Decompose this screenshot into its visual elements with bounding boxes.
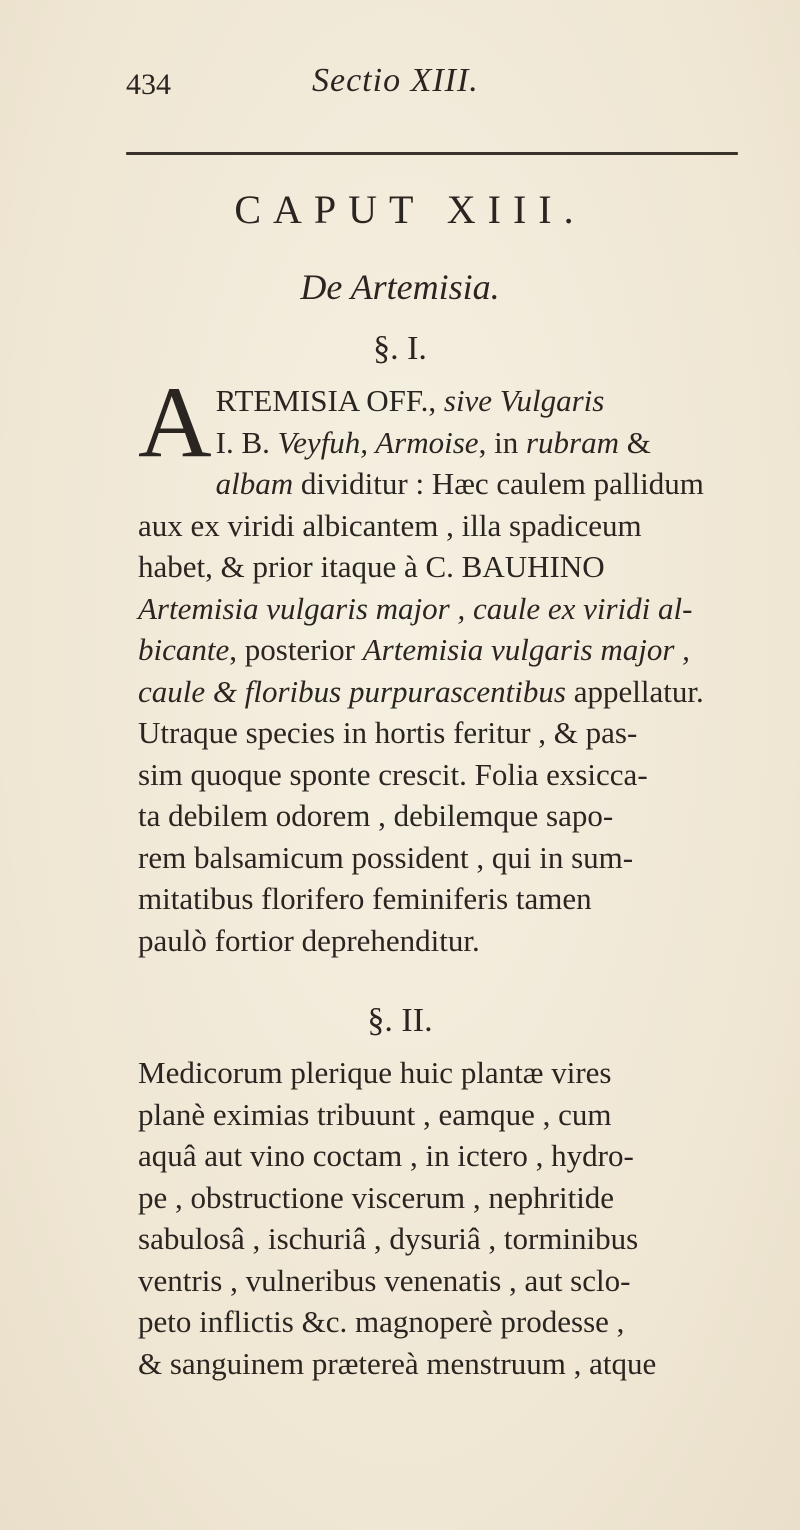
text-line: ventris , vulneribus venenatis , aut sclo- bbox=[138, 1262, 631, 1298]
text-line: Artemisia vulgaris major , caule ex viridi al- bbox=[138, 590, 693, 626]
text-line: paulò fortior deprehenditur. bbox=[138, 922, 480, 958]
drop-capital: A bbox=[138, 366, 212, 479]
text-line: albam dividitur : Hæc caulem pallidum bbox=[215, 466, 704, 501]
section-heading: Sectio XIII. bbox=[312, 62, 479, 99]
chapter-subtitle: De Artemisia. bbox=[300, 267, 500, 307]
text-line: mitatibus florifero feminiferis tamen bbox=[138, 881, 592, 916]
text-line: rem balsamicum possident , qui in sum- bbox=[138, 839, 634, 875]
text-line: Medicorum plerique huic plantæ vires bbox=[138, 1055, 612, 1090]
paragraph-1-lines bbox=[138, 366, 778, 961]
text-line: caule & floribus purpurascentibus appellatur. bbox=[138, 673, 704, 709]
text-line: I. B. Veyfuh, Armoise, in rubram & bbox=[215, 424, 651, 460]
text-line: Utraque species in hortis feritur , & pas- bbox=[138, 715, 638, 750]
text-line: planè eximias tribuunt , eamque , cum bbox=[138, 1096, 612, 1132]
section-mark-2: §. II. bbox=[367, 1002, 433, 1039]
text-line: RTEMISIA OFF., sive Vulgaris bbox=[215, 383, 605, 418]
text-line: sabulosâ , ischuriâ , dysuriâ , torminibus bbox=[138, 1221, 639, 1256]
text-line: aquâ aut vino coctam , in ictero , hydro- bbox=[138, 1138, 634, 1173]
text-line: habet, & prior itaque à C. BAUHINO bbox=[138, 549, 605, 584]
text-line: & sanguinem prætereà menstruum , atque bbox=[138, 1345, 657, 1381]
paragraph-2-lines bbox=[138, 1052, 778, 1384]
text-line: pe , obstructione viscerum , nephritide bbox=[138, 1179, 615, 1215]
text-line: sim quoque sponte crescit. Folia exsicca- bbox=[138, 756, 648, 792]
text-line: bicante, posterior Artemisia vulgaris major , bbox=[138, 632, 690, 667]
text-line: ta debilem odorem , debilemque sapo- bbox=[138, 798, 614, 833]
text-line: aux ex viridi albicantem , illa spadiceum bbox=[138, 507, 642, 543]
paragraph-1 bbox=[138, 366, 778, 961]
section-mark-1: §. I. bbox=[373, 330, 427, 367]
header-rule bbox=[126, 152, 738, 155]
running-head bbox=[0, 62, 800, 112]
chapter-title: CAPUT XIII. bbox=[234, 187, 586, 232]
paragraph-2 bbox=[138, 1052, 778, 1384]
text-line: peto inflictis &c. magnoperè prodesse , bbox=[138, 1304, 625, 1339]
page-number: 434 bbox=[126, 68, 171, 101]
